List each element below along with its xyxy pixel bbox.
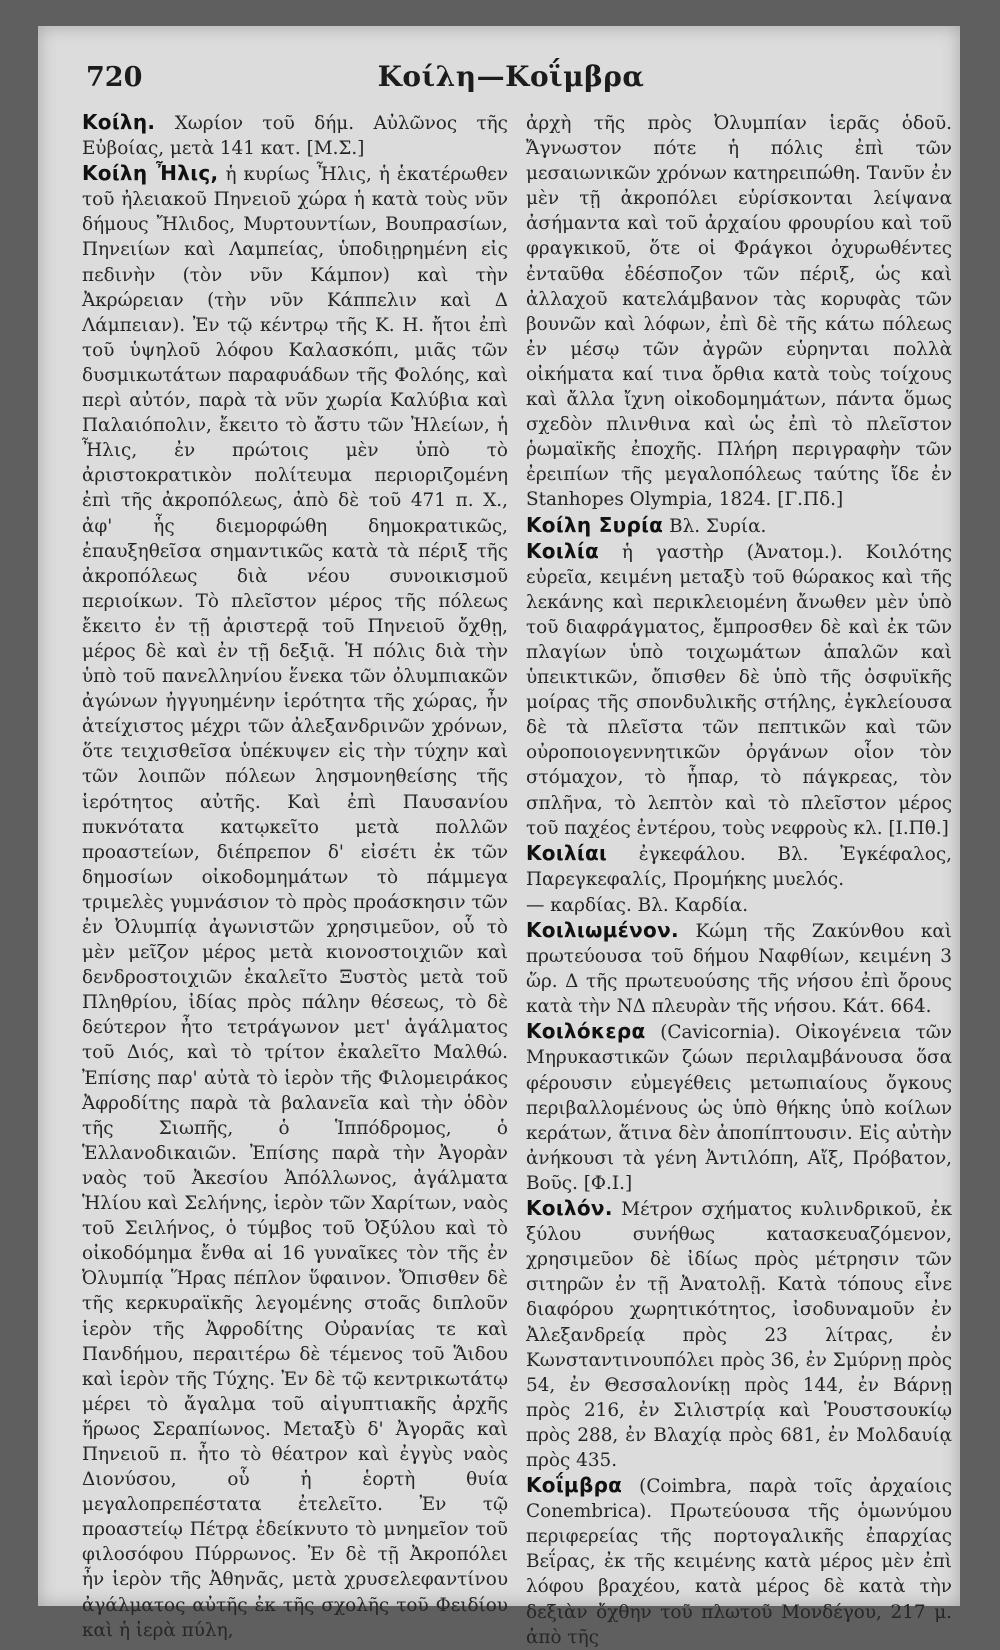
- headword: Κοιλίαι: [526, 840, 608, 865]
- headword: Κοιλία: [526, 538, 600, 563]
- entry-text: — καρδίας. Βλ. Καρδία.: [526, 894, 749, 916]
- entry-continuation: [526, 110, 952, 513]
- entry-koiliai: [526, 841, 952, 892]
- book-page: [38, 26, 960, 1648]
- entry-koilia: [526, 539, 952, 841]
- page-number: 720: [86, 62, 143, 93]
- entry-text: ἀρχὴ τῆς πρὸς Ὀλυμπίαν ἱερᾶς ὁδοῦ. Ἄγνωστον πότε ἡ πόλις ἐπὶ τῶν μεσαιωνικῶν χρόνων κατηρειπώθη. Τανῦν ἐν μὲν τῇ ἀκροπόλει εὑρίσκονται λείψανα ἀσήμαντα καὶ τοῦ ἀρχαίου φρουρίου καὶ τοῦ φραγκικοῦ, ὅτε οἱ Φράγκοι ὀχυρωθέντες ἐνταῦθα ἐδέσποζον τῶν πέριξ, ὡς καὶ ἀλλαχοῦ κατελάμβανον τὰς κορυφὰς τῶν βουνῶν καὶ λόφων, ἐπὶ δὲ τῆς κάτω πόλεως ἐν μέσῳ τῶν ἀγρῶν εὑρηνται πολλὰ οἰκήματα καί τινα ὄρθια κατὰ τοὺς τοίχους καὶ ἄλλα ἴχνη οἰκοδομημάτων, πάντα ὅμως σχεδὸν πλινθινα καὶ ὡς ἐπὶ τὸ πλεῖστον ῥωμαϊκῆς ἐποχῆς. Πλήρη περιγραφὴν τῶν ἐρειπίων τῆς μεγαλοπόλεως ταύτης ἴδε ἐν Stanhopes Olympia, 1824. [Γ.Πδ.]: [526, 113, 952, 511]
- page-header: [86, 60, 936, 100]
- right-column: [526, 110, 952, 1648]
- headword: Κοιλόκερα: [526, 1019, 646, 1044]
- entry-text: (Coimbra, παρὰ τοῖς ἀρχαίοις Conembrica). Πρωτεύουσα τῆς ὁμωνύμου περιφερείας τῆς πορτογαλικῆς ἐπαρχίας Βεΐρας, ἐκ τῆς κειμένης κατὰ μέρος μὲν ἐπὶ λόφου βραχέου, κατὰ μέρος δὲ κατὰ τὴν δεξιὰν ὄχθην τοῦ πλωτοῦ Μονδέγου, 217 μ. ἀπὸ τῆς: [526, 1476, 952, 1648]
- entry-text: Χωρίον τοῦ δήμ. Αὐλῶνος τῆς Εὐβοίας, μετὰ 141 κατ. [Μ.Σ.]: [82, 113, 508, 160]
- headword: Κοίλη Συρία: [526, 512, 664, 537]
- entry-text: Μέτρον σχήματος κυλινδρικοῦ, ἐκ ξύλου συνήθως κατασκευαζόμενον, χρησιμεῦον δὲ ἰδίως πρὸς μέτρησιν τῶν σιτηρῶν ἐν τῇ Ἀνατολῇ. Κατὰ τόπους εἶνε διαφόρου χωρητικότητος, ἰσοδυναμοῦν ἐν Ἀλεξανδρείᾳ πρὸς 23 λίτρας, ἐν Κωνσταντινουπόλει πρὸς 36, ἐν Σμύρνῃ πρὸς 54, ἐν Θεσσαλονίκῃ πρὸς 144, ἐν Βάρνῃ πρὸς 216, ἐν Σιλιστρίᾳ καὶ Ῥουστσουκίῳ πρὸς 288, ἐν Βλαχίᾳ πρὸς 681, ἐν Μολδαυίᾳ πρὸς 435.: [526, 1199, 952, 1471]
- entry-koile-elis: [82, 161, 508, 1643]
- entry-koimbra: [526, 1473, 952, 1650]
- entry-koilokera: [526, 1019, 952, 1196]
- running-head: Κοίλη—Κοΐμβρα: [377, 60, 645, 93]
- left-column: [82, 110, 508, 1641]
- headword: Κοιλιωμένον.: [526, 918, 679, 942]
- headword: Κοιλόν.: [526, 1196, 613, 1221]
- entry-kardias: [526, 892, 952, 918]
- headword: Κοίλη.: [82, 110, 156, 134]
- entry-text: Βλ. Συρία.: [663, 515, 767, 537]
- entry-text: ἡ κυρίως Ἦλις, ἡ ἑκατέρωθεν τοῦ ἠλειακοῦ Πηνειοῦ χώρα ἡ κατὰ τοὺς νῦν δήμους Ἤλιδος, Μυρτουντίων, Βουπρασίων, Πηνειίων καὶ Λαμπείας, ὑποδιῃρημένη εἰς πεδινὴν (τὸν νῦν Κάμπον) καὶ τὴν Ἀκρώρειαν (τὴν νῦν Κάππελιν καὶ Δ Λάμπειαν). Ἐν τῷ κέντρῳ τῆς Κ. Η. ἤτοι ἐπὶ τοῦ ὑψηλοῦ λόφου Καλασκόπι, μιᾶς τῶν δυσμικωτάτων παραφυάδων τῆς Φολόης, καὶ περὶ αὐτόν, παρὰ τὰ νῦν χωρία Καλύβια καὶ Παλαιόπολιν, ἔκειτο τὸ ἄστυ τῶν Ἠλείων, ἡ Ἦλις, ἐν πρώτοις μὲν ὑπὸ τὸ ἀριστοκρατικὸν πολίτευμα περιοριζομένη ἐπὶ τῆς ἀκροπόλεως, ἀπὸ δὲ τοῦ 471 π. Χ., ἀφ' ἧς διεμορφώθη δημοκρατικῶς, ἐπαυξηθεῖσα σημαντικῶς κατὰ τὰ πέριξ τῆς ἀκροπόλεως διὰ νέου συνοικισμοῦ περιοίκων. Τὸ πλεῖστον μέρος τῆς πόλεως ἔκειτο ἐν τῇ ἀριστερᾷ τοῦ Πηνειοῦ ὄχθῃ, μέρος δὲ καὶ ἐν τῇ δεξιᾷ. Ἡ πόλις διὰ τὴν ὑπὸ τοῦ πανελληνίου ἕνεκα τῶν ὀλυμπιακῶν ἀγώνων ἠγγυημένην ἱερότητα τῆς χώρας, ἦν ἀτείχιστος μέχρι τῶν ἀλεξανδρινῶν χρόνων, ὅτε τειχισθεῖσα ὑπέκυψεν εἰς τὴν τύχην καὶ τῶν λοιπῶν πόλεων λησμονηθείσης τῆς ἱερότητος αὐτῆς. Καὶ ἐπὶ Παυσανίου πυκνότατα κατῳκεῖτο μετὰ πολλῶν προαστείων, διέπρεπον δ' εἰσέτι ἐκ τῶν δημοσίων οἰκοδομημάτων τὸ πάμμεγα τριμελὲς γυμνάσιον τὸ πρὸς προάσκησιν τῶν ἐν Ὀλυμπίᾳ ἀγωνιστῶν χρησιμεῦον, οὗ τὸ μὲν μεῖζον μέρος μετὰ κιονοστοιχιῶν καὶ δενδροστοιχιῶν ἐκαλεῖτο Ξυστὸς μετὰ τοῦ Πληθρίου, ἰδίας πρὸς πάλην θέσεως, τὸ δὲ δεύτερον ἦτο τετράγωνον μετ' ἀγάλματος τοῦ Διός, καὶ τὸ τρίτον ἐκαλεῖτο Μαλθώ. Ἐπίσης παρ' αὐτὰ τὸ ἱερὸν τῆς Φιλομειράκος Ἀφροδίτης παρὰ τὰ βαλανεῖα καὶ τὴν ὁδὸν τῆς Σιωπῆς, ὁ Ἱππόδρομος, ὁ Ἑλλανοδικαιῶν. Ἐπίσης παρὰ τὴν Ἀγορὰν ναὸς τοῦ Ἀκεσίου Ἀπόλλωνος, ἀγάλματα Ἡλίου καὶ Σελήνης, ἱερὸν τῶν Χαρίτων, ναὸς τοῦ Σειλήνος, ὁ τύμβος τοῦ Ὀξύλου καὶ τὸ οἰκοδόμημα ἔνθα αἱ 16 γυναῖκες τὸν τῆς ἐν Ὀλυμπίᾳ Ἥρας πέπλον ὕφαινον. Ὄπισθεν δὲ τῆς κερκυραϊκῆς λεγομένης στοᾶς διπλοῦν ἱερὸν τῆς Ἀφροδίτης Οὐρανίας τε καὶ Πανδήμου, περαιτέρω δὲ τέμενος τοῦ Ἅιδου καὶ ἱερὸν τῆς Τύχης. Ἐν δὲ τῷ κεντρικωτάτῳ μέρει τὸ ἄγαλμα τοῦ αἰγυπτιακῆς ἀρχῆς ἥρωος Σεραπίωνος. Μεταξὺ δ' Ἀγορᾶς καὶ Πηνειοῦ π. ἦτο τὸ θέατρον καὶ ἐγγὺς ναὸς Διονύσου, οὗ ἡ ἑορτὴ θυία μεγαλοπρεπέστατα ἐτελεῖτο. Ἐν τῷ προαστείῳ Πέτρᾳ ἐδείκνυτο τὸ μνημεῖον τοῦ φιλοσόφου Πύρρωνος. Ἐν δὲ τῇ Ἀκροπόλει ἦν ἱερὸν τῆς Ἀθηνᾶς, μετὰ χρυσελεφαντίνου ἀγάλματος αὐτῆς ἐκ τῆς σχολῆς τοῦ Φειδίου καὶ ἡ ἱερὰ πύλη,: [82, 164, 508, 1641]
- entry-koilon: [526, 1196, 952, 1473]
- headword: Κοΐμβρα: [526, 1473, 623, 1498]
- entry-koiliomenon: [526, 918, 952, 1019]
- entry-koile: [82, 110, 508, 161]
- entry-text: Κώμη τῆς Ζακύνθου καὶ πρωτεύουσα τοῦ δήμου Ναφθίων, κειμένη 3 ὥρ. Δ τῆς πρωτευούσης τῆς νήσου ἐπὶ ὄρους κατὰ τὴν ΝΔ πλευρὰν τῆς νήσου. Κάτ. 664.: [526, 921, 952, 1018]
- entry-text: ἐγκεφάλου. Βλ. Ἐγκέφαλος, Παρεγκεφαλίς, Προμήκης μυελός.: [526, 843, 952, 890]
- entry-koile-syria: [526, 513, 952, 539]
- headword: Κοίλη Ἦλις,: [82, 161, 219, 186]
- entry-text: (Cavicornia). Οἰκογένεια τῶν Μηρυκαστικῶν ζώων περιλαμβάνουσα ὅσα φέρουσιν εὐμεγέθεις μετωπιαίους ὄγκους περιβαλλομένους ὡς ὑπὸ θήκης ὑπὸ κοίλων κεράτων, ἅτινα δὲν ἀποπίπτουσιν. Εἰς αὐτὴν ἀνήκουσι τὰ γένη Ἀντιλόπη, Αἴξ, Πρόβατον, Βοῦς. [Φ.Ι.]: [526, 1022, 952, 1194]
- entry-text: ἡ γαστὴρ (Ἀνατομ.). Κοιλότης εὐρεῖα, κειμένη μεταξὺ τοῦ θώρακος καὶ τῆς λεκάνης καὶ περικλειομένη ἄνωθεν μὲν ὑπὸ τοῦ διαφράγματος, ἔμπροσθεν δὲ καὶ ἐκ τῶν πλαγίων ὑπὸ τοιχωμάτων ἁπαλῶν καὶ ὑπεικτικῶν, ὄπισθεν δὲ ὑπὸ τῆς ὀσφυϊκῆς μοίρας τῆς σπονδυλικῆς στήλης, ἐγκλείουσα δὲ τὰ πλεῖστα τῶν πεπτικῶν καὶ τῶν οὐροποιογεννητικῶν ὀργάνων οἷον τὸν στόμαχον, τὸ ἧπαρ, τὸ πάγκρεας, τὸν σπλῆνα, τὸ λεπτὸν καὶ τὸ πλεῖστον μέρος τοῦ παχέος ἐντέρου, τοὺς νεφροὺς κλ. [Ι.Πθ.]: [526, 541, 952, 839]
